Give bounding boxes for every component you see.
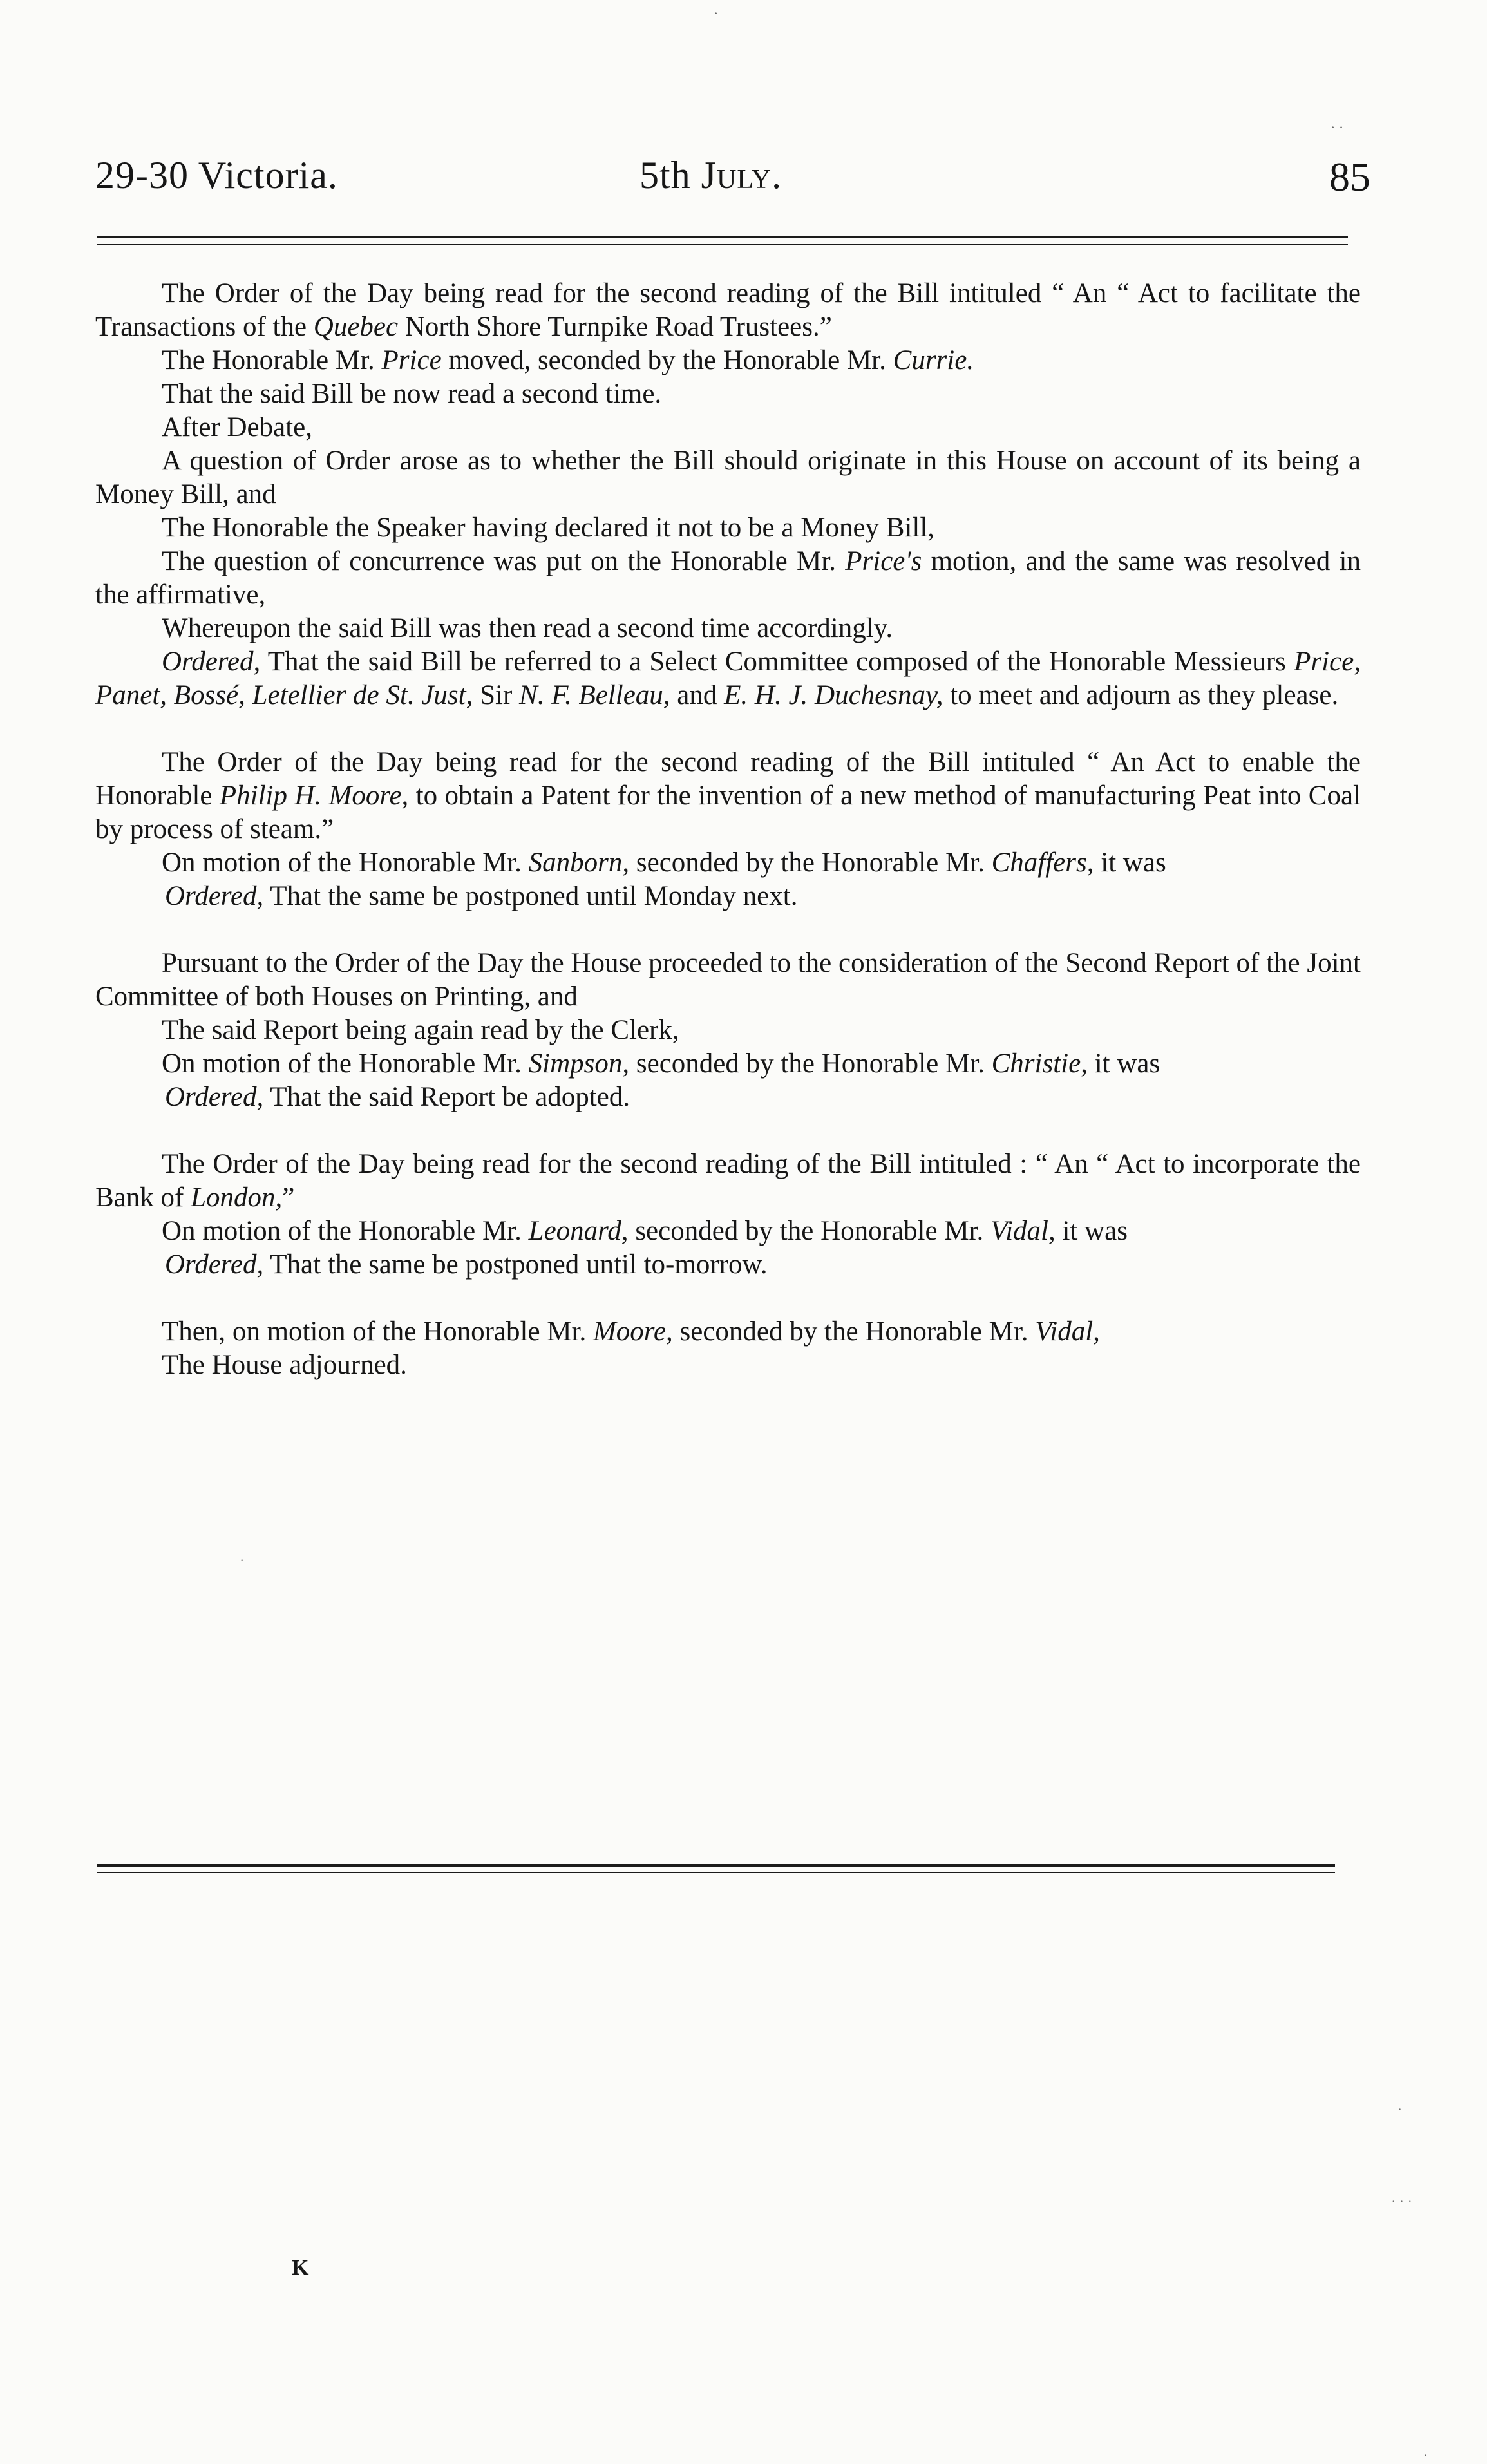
journal-paragraph	[95, 444, 1361, 511]
journal-paragraph	[95, 746, 1361, 846]
text-run: seconded by the Honorable Mr.	[628, 1216, 991, 1246]
journal-paragraph	[95, 277, 1361, 344]
italic-run: Leonard,	[528, 1216, 629, 1246]
italic-run: Vidal,	[1035, 1316, 1100, 1347]
journal-paragraph	[95, 1349, 1361, 1382]
text-run: to meet and adjourn as they please.	[943, 680, 1339, 710]
text-run: The Order of the Day being read for the second reading of the Bill intituled “ An “ Act to facilitate the Transactions of the	[95, 278, 1361, 342]
italic-run: Currie.	[893, 345, 974, 375]
journal-body	[95, 277, 1361, 1382]
text-run: motion, and the same was resolved in the affirmative,	[95, 546, 1361, 610]
text-run: After Debate,	[162, 412, 312, 442]
text-run: On motion of the Honorable Mr.	[162, 1048, 529, 1079]
text-run: Then, on motion of the Honorable Mr.	[162, 1316, 593, 1347]
text-run: The question of concurrence was put on the Honorable Mr.	[162, 546, 846, 576]
journal-paragraph	[95, 511, 1361, 545]
text-run: North Shore Turnpike Road Trustees.”	[398, 312, 832, 342]
italic-run: Chaffers,	[991, 848, 1094, 878]
text-run: The Order of the Day being read for the second reading of the Bill intituled “ An Act to enable the Honorable	[95, 747, 1361, 811]
journal-paragraph	[95, 1047, 1361, 1081]
journal-paragraph	[95, 947, 1361, 1014]
text-run: ”	[282, 1182, 295, 1213]
text-run: That the same be postponed until to-morrow.	[263, 1249, 768, 1280]
date-day: 5th	[639, 154, 691, 196]
text-run: That the said Report be adopted.	[263, 1082, 630, 1112]
italic-run: Price's	[845, 546, 922, 576]
italic-run: Christie,	[991, 1048, 1088, 1079]
journal-paragraph	[95, 1014, 1361, 1047]
journal-paragraph	[95, 1081, 1361, 1114]
session-label: 29-30 Victoria.	[95, 154, 338, 196]
journal-paragraph	[95, 846, 1361, 880]
italic-run: Simpson,	[528, 1048, 630, 1079]
italic-run: Ordered,	[165, 881, 264, 911]
paragraph-gap	[95, 712, 1361, 746]
journal-paragraph	[95, 1315, 1361, 1349]
text-run: The House adjourned.	[162, 1350, 407, 1380]
text-run: That the same be postponed until Monday next.	[263, 881, 798, 911]
text-run: it was	[1087, 1048, 1160, 1079]
italic-run: Vidal,	[990, 1216, 1056, 1246]
journal-paragraph	[95, 344, 1361, 377]
paragraph-gap	[95, 1282, 1361, 1315]
journal-paragraph	[95, 411, 1361, 444]
text-run: A question of Order arose as to whether the Bill should originate in this House on account of its being a Money Bill, and	[95, 446, 1361, 509]
journal-paragraph	[95, 612, 1361, 645]
text-run: Sir	[473, 680, 520, 710]
text-run: seconded by the Honorable Mr.	[629, 848, 992, 878]
text-run: On motion of the Honorable Mr.	[162, 848, 529, 878]
text-run: Pursuant to the Order of the Day the House proceeded to the consideration of the Second Report of the Joint Committee of both Houses on Printing, and	[95, 948, 1361, 1012]
text-run: and	[670, 680, 725, 710]
paragraph-gap	[95, 1114, 1361, 1148]
paragraph-gap	[95, 913, 1361, 947]
footer-rule-top	[97, 1864, 1335, 1867]
italic-run: Price, Panet, Bossé, Letellier de St. Just,	[95, 647, 1361, 710]
text-run: moved, seconded by the Honorable Mr.	[441, 345, 893, 375]
running-head	[95, 153, 1370, 205]
text-run: The said Report being again read by the Clerk,	[162, 1015, 679, 1045]
text-run: it was	[1055, 1216, 1128, 1246]
footer-rule-bottom	[97, 1872, 1335, 1873]
page-number: 85	[1329, 154, 1370, 200]
italic-run: Quebec	[313, 312, 399, 342]
text-run: it was	[1094, 848, 1166, 878]
italic-run: Ordered,	[165, 1249, 264, 1280]
date-label	[639, 153, 782, 198]
text-run: Whereupon the said Bill was then read a second time accordingly.	[162, 613, 893, 643]
journal-paragraph	[95, 880, 1361, 913]
italic-run: E. H. J. Duchesnay,	[724, 680, 943, 710]
italic-run: Ordered,	[162, 647, 261, 677]
text-run: That the said Bill be referred to a Select Committee composed of the Honorable Messieurs	[260, 647, 1294, 677]
journal-page: 29-30 Victoria. 5th July. 85 The Order of the Day being read for the second reading of the Bill intituled “ An “ Act to facilitate the Transactions of the Quebec North Shore Turnpike Road Trustees.” The Honorable Mr. Price moved, seconded by the Honorable Mr. Currie. That the said Bill be now read a second time. After Debate, A question of Order arose as to whether the Bill should originate in this House on account of its being a Money Bill, and The Honorable the Speaker having declared it not to be a Money Bill, The question of concurrence was put on the Honorable Mr. Price's motion, and the same was resolved in the affirmative, Whereupon the said Bill was then read a second time accordingly. Ordered, That the said Bill be referred to a Select Committee composed of the Honorable Messieurs Price, Panet, Bossé, Letellier de St. Just, Sir N. F. Belleau, and E. H. J. Duchesnay, to meet and adjourn as they please. The Order of the Day being read for the second reading of the Bill intituled “ An Act to enable the Honorable Philip H. Moore, to obtain a Patent for the invention of a new method of manufacturing Peat into Coal by process of steam.” On motion of the Honorable Mr. Sanborn, seconded by the Honorable Mr. Chaffers, it was Ordered, That the same be postponed until Monday next. Pursuant to the Order of the Day the House proceeded to the consideration of the Second Report of the Joint Committee of both Houses on Printing, and The said Report being again read by the Clerk, On motion of the Honorable Mr. Simpson, seconded by the Honorable Mr. Christie, it was Ordered, That the said Report be adopted. The Order of the Day being read for the second reading of the Bill intituled : “ An “ Act to incorporate the Bank of London,” On motion of the Honorable Mr. Leonard, seconded by the Honorable Mr. Vidal, it was Ordered, That the same be postponed until to-morrow. Then, on motion of the Honorable Mr. Moore, seconded by the Honorable Mr. Vidal, The House adjourned. K · · · · · · · · ·	[95, 5, 1428, 2463]
text-run: The Order of the Day being read for the second reading of the Bill intituled : “ An “ Act to incorporate the Bank of	[95, 1149, 1361, 1213]
text-run: seconded by the Honorable Mr.	[672, 1316, 1036, 1347]
text-run: That the said Bill be now read a second time.	[162, 379, 662, 409]
journal-paragraph	[95, 377, 1361, 411]
journal-paragraph	[95, 1215, 1361, 1248]
text-run: The Honorable Mr.	[162, 345, 382, 375]
text-run: seconded by the Honorable Mr.	[629, 1048, 992, 1079]
date-month: July.	[701, 154, 782, 196]
italic-run: Ordered,	[165, 1082, 264, 1112]
journal-paragraph	[95, 1248, 1361, 1282]
text-run: On motion of the Honorable Mr.	[162, 1216, 529, 1246]
signature-mark: K	[292, 2256, 309, 2280]
italic-run: Price	[381, 345, 442, 375]
text-run: to obtain a Patent for the invention of a new method of manufacturing Peat into Coal by process of steam.”	[95, 781, 1361, 844]
journal-paragraph	[95, 1148, 1361, 1215]
header-rule-top	[97, 236, 1348, 238]
journal-paragraph	[95, 645, 1361, 712]
journal-paragraph	[95, 545, 1361, 612]
italic-run: Philip H. Moore,	[219, 781, 409, 811]
header-rule-bottom	[97, 244, 1348, 245]
italic-run: N. F. Belleau,	[519, 680, 670, 710]
italic-run: Sanborn,	[528, 848, 630, 878]
italic-run: London,	[191, 1182, 283, 1213]
text-run: The Honorable the Speaker having declared it not to be a Money Bill,	[162, 513, 935, 543]
italic-run: Moore,	[592, 1316, 673, 1347]
